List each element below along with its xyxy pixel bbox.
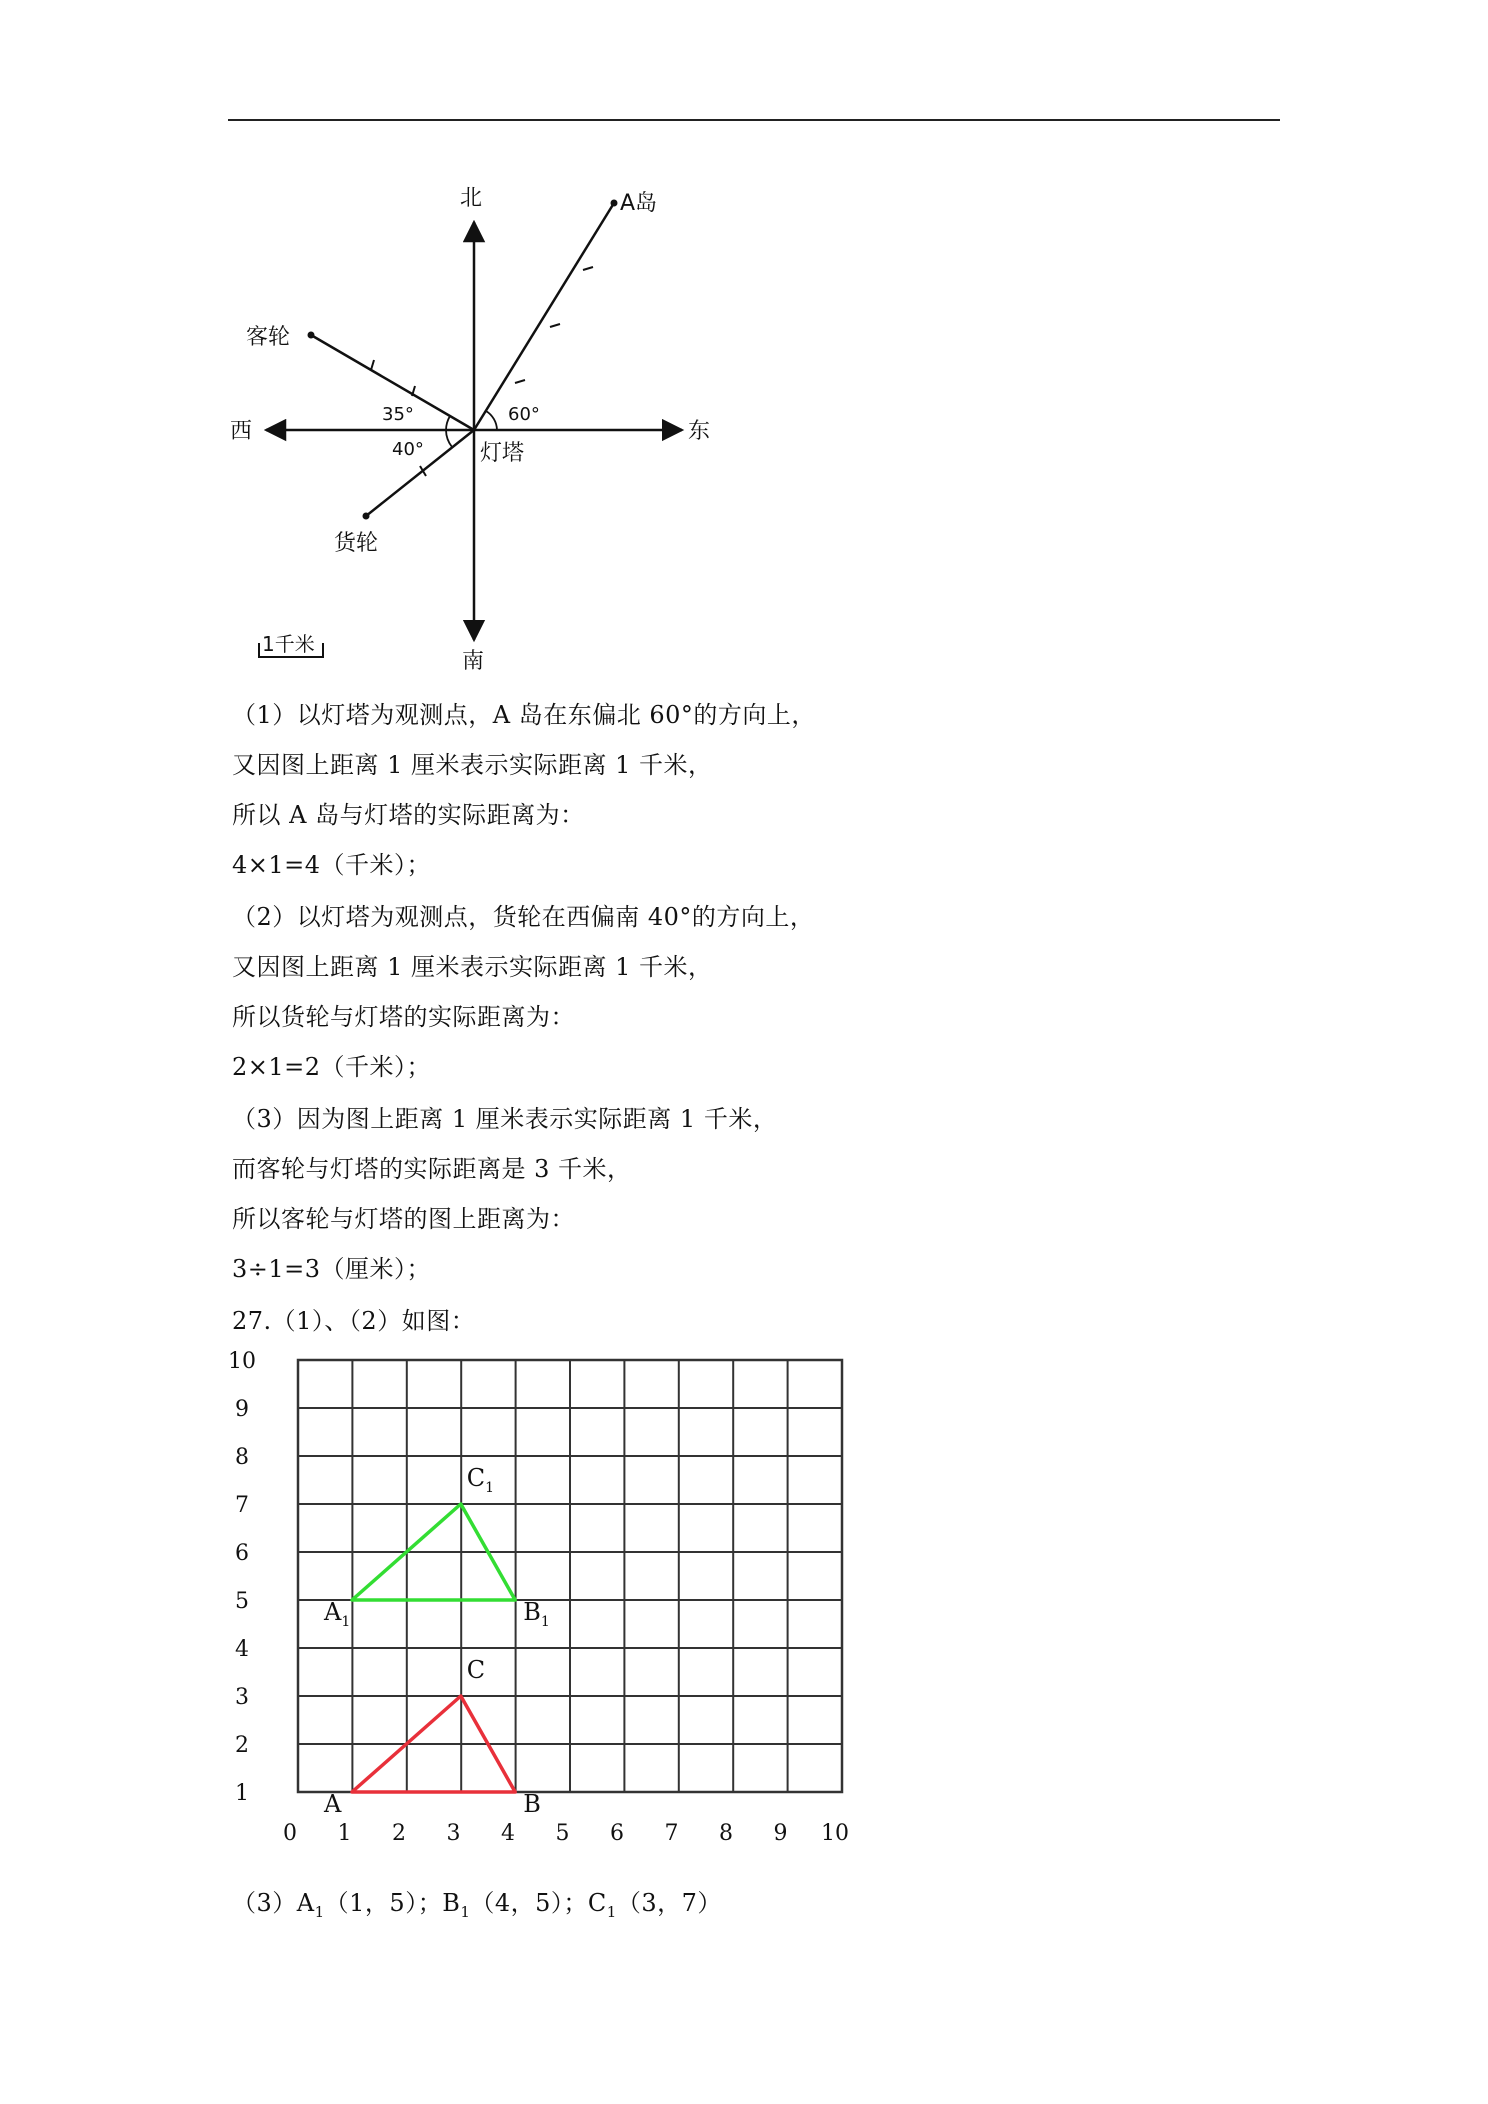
b-subscript: 1 [460, 1902, 471, 1921]
y-tick-label: 6 [235, 1541, 249, 1566]
y-tick-label: 3 [235, 1685, 249, 1710]
y-tick-label: 7 [235, 1493, 249, 1518]
final-answer [232, 1888, 722, 1927]
vertex-label-a: A [324, 1790, 342, 1818]
south-label: 南 [462, 649, 485, 674]
lighthouse-label: 灯塔 [480, 441, 525, 466]
a-subscript: 1 [314, 1902, 325, 1921]
x-tick-label: 8 [719, 1821, 733, 1846]
y-tick-label: 2 [235, 1733, 249, 1758]
x-tick-label: 9 [773, 1821, 788, 1846]
y-tick-label: 8 [235, 1445, 249, 1470]
final-prefix: （3）A [232, 1889, 315, 1917]
x-tick-label: 3 [446, 1821, 461, 1846]
x-tick-label: 10 [821, 1821, 849, 1846]
y-tick-label: 1 [235, 1781, 249, 1806]
island-label: A岛 [620, 191, 658, 216]
y-tick-label: 4 [235, 1637, 249, 1662]
east-label: 东 [688, 419, 711, 444]
solution-line: 所以货轮与灯塔的实际距离为： [232, 1003, 575, 1031]
vertex-label-a1: $A_1$ [324, 1598, 351, 1630]
c-coord: （3，7） [616, 1889, 722, 1917]
solution-line: 4×1=4（千米）； [232, 851, 432, 879]
solution-line: 所以 A 岛与灯塔的实际距离为： [232, 801, 585, 829]
x-tick-label: 6 [610, 1821, 624, 1846]
vertex-label-c1: $C_1$ [466, 1464, 495, 1496]
west-label: 西 [230, 419, 253, 444]
cargo-ship-label: 货轮 [334, 531, 379, 556]
c-subscript: 1 [606, 1902, 617, 1921]
solution-line: （1）以灯塔为观测点，A 岛在东偏北 60°的方向上， [232, 701, 816, 729]
passenger-ship-label: 客轮 [246, 325, 291, 350]
solution-line: 3÷1=3（厘米）； [232, 1255, 432, 1283]
solution-line: 所以客轮与灯塔的图上距离为： [232, 1205, 575, 1233]
x-tick-label: 4 [501, 1821, 515, 1846]
north-label: 北 [460, 186, 483, 211]
y-tick-label: 5 [235, 1589, 249, 1614]
angle-40-label: 40° [392, 439, 424, 460]
scale-label: 1千米 [262, 632, 315, 656]
vertex-label-c: C [466, 1656, 486, 1684]
vertex-label-b: B [523, 1790, 541, 1818]
a-coord: （1，5）；B [324, 1889, 461, 1917]
solution-line: 而客轮与灯塔的实际距离是 3 千米， [232, 1155, 632, 1183]
x-tick-label: 7 [664, 1821, 679, 1846]
x-tick-label: 1 [337, 1821, 352, 1846]
solution-line: 27.（1）、（2）如图： [232, 1307, 476, 1335]
angle-60-label: 60° [508, 404, 540, 425]
solution-line: （2）以灯塔为观测点，货轮在西偏南 40°的方向上， [232, 903, 815, 931]
y-tick-label: 9 [235, 1397, 249, 1422]
angle-35-label: 35° [382, 404, 414, 425]
x-tick-label: 2 [392, 1821, 406, 1846]
b-coord: （4，5）；C [470, 1889, 607, 1917]
solution-line: 又因图上距离 1 厘米表示实际距离 1 千米， [232, 751, 713, 779]
y-tick-label: 10 [228, 1349, 256, 1374]
solution-line: （3）因为图上距离 1 厘米表示实际距离 1 千米， [232, 1105, 778, 1133]
x-tick-label: 0 [283, 1821, 297, 1846]
solution-line: 又因图上距离 1 厘米表示实际距离 1 千米， [232, 953, 713, 981]
x-tick-label: 5 [555, 1821, 570, 1846]
vertex-label-b1: $B_1$ [523, 1598, 550, 1630]
solution-line: 2×1=2（千米）； [232, 1053, 432, 1081]
